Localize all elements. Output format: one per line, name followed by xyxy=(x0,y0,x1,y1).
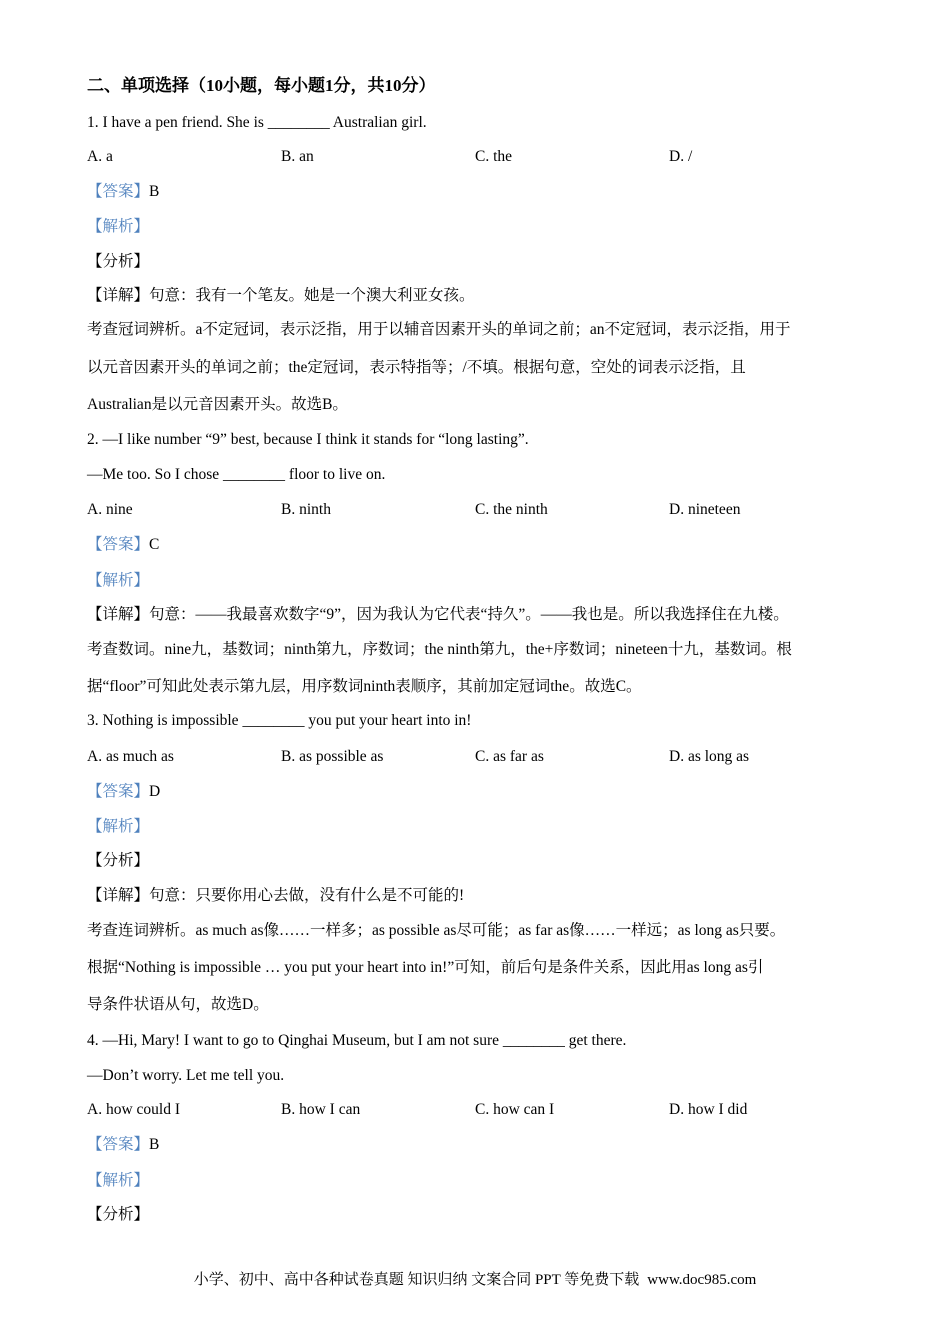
question-4-stem: 4. —Hi, Mary! I want to go to Qinghai Museum, but I am not sure ________ get there. xyxy=(87,1032,627,1049)
question-3-detail-line-2: 考查连词辨析。as much as像……一样多；as possible as尽可能；as far as像……一样远；as long as只要。 xyxy=(87,922,786,939)
answer-value: B xyxy=(149,1136,160,1153)
footer-url[interactable]: www.doc985.com xyxy=(647,1272,757,1288)
question-3-option-c: C. as far as xyxy=(475,748,544,765)
detail-text: 句意：——我最喜欢数字“9”，因为我认为它代表“持久”。——我也是。所以我选择住在九楼。 xyxy=(149,606,789,623)
question-1-option-b: B. an xyxy=(281,148,314,165)
answer-value: B xyxy=(149,183,160,200)
question-4-option-d: D. how I did xyxy=(669,1101,748,1118)
question-2-stem: 2. —I like number “9” best, because I think it stands for “long lasting”. xyxy=(87,431,529,448)
question-2-stem-reply: —Me too. So I chose ________ floor to live on. xyxy=(87,466,386,483)
question-1-detail-line-1 xyxy=(87,286,475,306)
question-3-answer xyxy=(87,782,160,802)
question-2-detail-line-2: 考查数词。nine九，基数词；ninth第九，序数词；the ninth第九，the+序数词；nineteen十九，基数词。根 xyxy=(87,641,792,658)
question-2-detail-line-1 xyxy=(87,605,789,625)
question-2-option-d: D. nineteen xyxy=(669,501,741,518)
question-4-option-a: A. how could I xyxy=(87,1101,180,1118)
answer-label: 【答案】 xyxy=(87,783,150,800)
question-1-stem: 1. I have a pen friend. She is ________ Australian girl. xyxy=(87,114,427,131)
question-2-answer xyxy=(87,535,159,555)
question-4-option-c: C. how can I xyxy=(475,1101,555,1118)
question-2-option-c: C. the ninth xyxy=(475,501,548,518)
question-4-analysis-label: 【解析】 xyxy=(87,1172,150,1189)
question-4-option-b: B. how I can xyxy=(281,1101,361,1118)
detail-label: 【详解】 xyxy=(87,887,150,904)
question-1-option-d: D. / xyxy=(669,148,693,165)
question-4-stem-reply: —Don’t worry. Let me tell you. xyxy=(87,1067,285,1084)
question-1-detail-line-2: 考查冠词辨析。a不定冠词，表示泛指，用于以辅音因素开头的单词之前；an不定冠词，表示泛指，用于 xyxy=(87,321,791,338)
detail-text: 句意：我有一个笔友。她是一个澳大利亚女孩。 xyxy=(149,287,475,304)
answer-value: C xyxy=(149,536,160,553)
footer-text: 小学、初中、高中各种试卷真题 知识归纳 文案合同 PPT 等免费下载 xyxy=(193,1272,640,1288)
detail-label: 【详解】 xyxy=(87,606,150,623)
question-1-fenxi-label: 【分析】 xyxy=(87,253,150,270)
answer-label: 【答案】 xyxy=(87,536,150,553)
section-title: 二、单项选择（10小题，每小题1分，共10分） xyxy=(87,76,436,95)
question-2-analysis-label: 【解析】 xyxy=(87,572,150,589)
question-3-detail-line-4: 导条件状语从句，故选D。 xyxy=(87,996,269,1013)
page-footer xyxy=(0,1270,950,1290)
answer-value: D xyxy=(149,783,161,800)
question-3-option-b: B. as possible as xyxy=(281,748,384,765)
question-3-detail-line-3: 根据“Nothing is impossible … you put your heart into in!”可知，前后句是条件关系，因此用as long as引 xyxy=(87,959,764,976)
question-3-detail-line-1 xyxy=(87,886,464,906)
answer-label: 【答案】 xyxy=(87,183,150,200)
question-4-answer xyxy=(87,1135,159,1155)
question-2-detail-line-3: 据“floor”可知此处表示第九层，用序数词ninth表顺序，其前加定冠词the。故选C。 xyxy=(87,678,642,695)
question-4-fenxi-label: 【分析】 xyxy=(87,1206,150,1223)
question-1-option-c: C. the xyxy=(475,148,513,165)
question-2-option-a: A. nine xyxy=(87,501,133,518)
question-3-fenxi-label: 【分析】 xyxy=(87,852,150,869)
question-1-detail-line-4: Australian是以元音因素开头。故选B。 xyxy=(87,396,348,413)
question-3-option-a: A. as much as xyxy=(87,748,174,765)
detail-text: 句意：只要你用心去做，没有什么是不可能的! xyxy=(149,887,465,904)
question-1-detail-line-3: 以元音因素开头的单词之前；the定冠词，表示特指等；/不填。根据句意，空处的词表示泛指，且 xyxy=(87,359,746,376)
detail-label: 【详解】 xyxy=(87,287,150,304)
question-1-option-a: A. a xyxy=(87,148,113,165)
question-3-analysis-label: 【解析】 xyxy=(87,818,150,835)
question-3-option-d: D. as long as xyxy=(669,748,750,765)
question-1-analysis-label: 【解析】 xyxy=(87,218,150,235)
question-3-stem: 3. Nothing is impossible ________ you put your heart into in! xyxy=(87,712,472,729)
question-1-answer xyxy=(87,182,159,202)
answer-label: 【答案】 xyxy=(87,1136,150,1153)
question-2-option-b: B. ninth xyxy=(281,501,331,518)
